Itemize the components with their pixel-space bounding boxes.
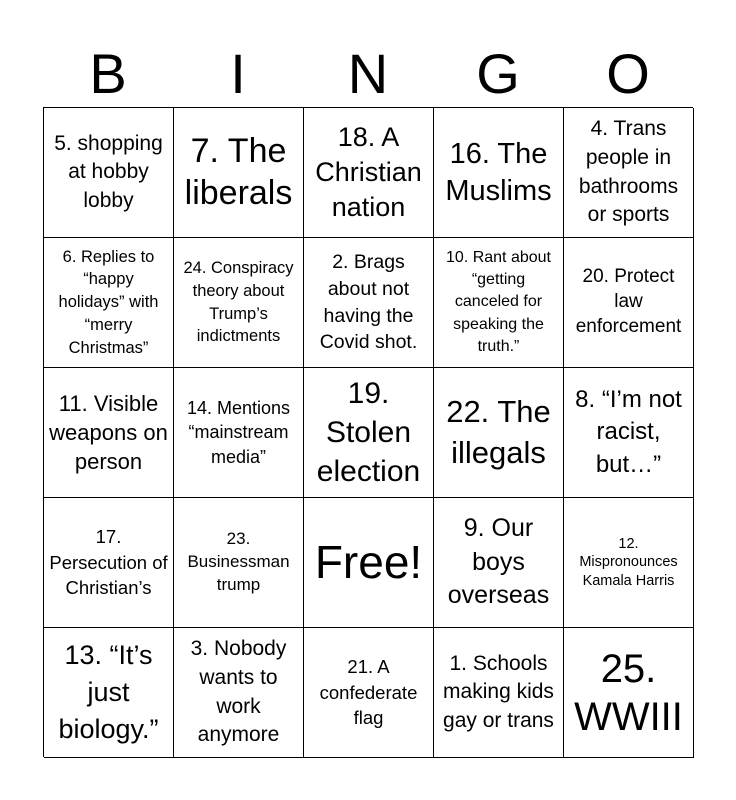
cell-text: 8. “I’m not racist, but…”: [575, 385, 682, 478]
cell-text: 19. Stolen election: [316, 377, 421, 488]
cell-text: 20. Protect law enforcement: [575, 266, 682, 337]
bingo-cell-b1[interactable]: [44, 108, 174, 238]
bingo-cell-free[interactable]: [304, 498, 434, 628]
cell-text: 21. A confederate flag: [319, 656, 418, 729]
cell-text: 24. Conspiracy theory about Trump’s indictments: [183, 258, 294, 346]
bingo-cell-i1[interactable]: [174, 108, 304, 238]
bingo-cell-b5[interactable]: [44, 628, 174, 758]
bingo-cell-b2[interactable]: [44, 238, 174, 368]
bingo-grid: [43, 107, 693, 757]
bingo-cell-g1[interactable]: [434, 108, 564, 238]
header-letter-n: N: [347, 42, 389, 105]
bingo-cell-g3[interactable]: [434, 368, 564, 498]
bingo-cell-g5[interactable]: [434, 628, 564, 758]
cell-text: 14. Mentions “mainstream media”: [186, 397, 291, 467]
bingo-cell-i3[interactable]: [174, 368, 304, 498]
cell-text: Free!: [314, 535, 423, 588]
cell-text: 16. The Muslims: [445, 137, 552, 207]
bingo-cell-n3[interactable]: [304, 368, 434, 498]
cell-text: 5. shopping at hobby lobby: [54, 131, 163, 212]
cell-text: 17. Persecution of Christian’s: [49, 526, 168, 599]
bingo-cell-g2[interactable]: [434, 238, 564, 368]
bingo-cell-b3[interactable]: [44, 368, 174, 498]
header-letter-g: G: [476, 42, 520, 105]
cell-text: 2. Brags about not having the Covid shot.: [319, 251, 418, 354]
cell-text: 25. WWIII: [574, 646, 683, 739]
cell-text: 1. Schools making kids gay or trans: [443, 651, 554, 732]
header-letter-b: B: [89, 42, 127, 105]
header-letter-i: I: [230, 42, 246, 105]
bingo-cell-g4[interactable]: [434, 498, 564, 628]
cell-text: 10. Rant about “getting canceled for speaking the truth.”: [446, 249, 551, 355]
bingo-cell-n2[interactable]: [304, 238, 434, 368]
cell-text: 6. Replies to “happy holidays” with “merry Christmas”: [58, 247, 159, 357]
cell-text: 9. Our boys overseas: [447, 513, 550, 610]
cell-text: 22. The illegals: [446, 394, 551, 470]
cell-text: 7. The liberals: [184, 132, 293, 212]
bingo-cell-b4[interactable]: [44, 498, 174, 628]
bingo-cell-o3[interactable]: [564, 368, 694, 498]
cell-text: 12. Mispronounces Kamala Harris: [579, 535, 678, 589]
header-letter-o: O: [606, 42, 650, 105]
cell-text: 4. Trans people in bathrooms or sports: [578, 117, 679, 227]
bingo-cell-i4[interactable]: [174, 498, 304, 628]
cell-text: 13. “It’s just biology.”: [58, 640, 159, 744]
bingo-cell-o2[interactable]: [564, 238, 694, 368]
bingo-cell-i5[interactable]: [174, 628, 304, 758]
cell-text: 3. Nobody wants to work anymore: [190, 637, 287, 747]
bingo-cell-o5[interactable]: [564, 628, 694, 758]
bingo-cell-n5[interactable]: [304, 628, 434, 758]
bingo-cell-o4[interactable]: [564, 498, 694, 628]
bingo-cell-o1[interactable]: [564, 108, 694, 238]
cell-text: 23. Businessman trump: [187, 529, 290, 594]
bingo-cell-n1[interactable]: [304, 108, 434, 238]
bingo-cell-i2[interactable]: [174, 238, 304, 368]
bingo-header: [43, 40, 693, 108]
cell-text: 18. A Christian nation: [315, 121, 422, 223]
cell-text: 11. Visible weapons on person: [49, 390, 168, 475]
